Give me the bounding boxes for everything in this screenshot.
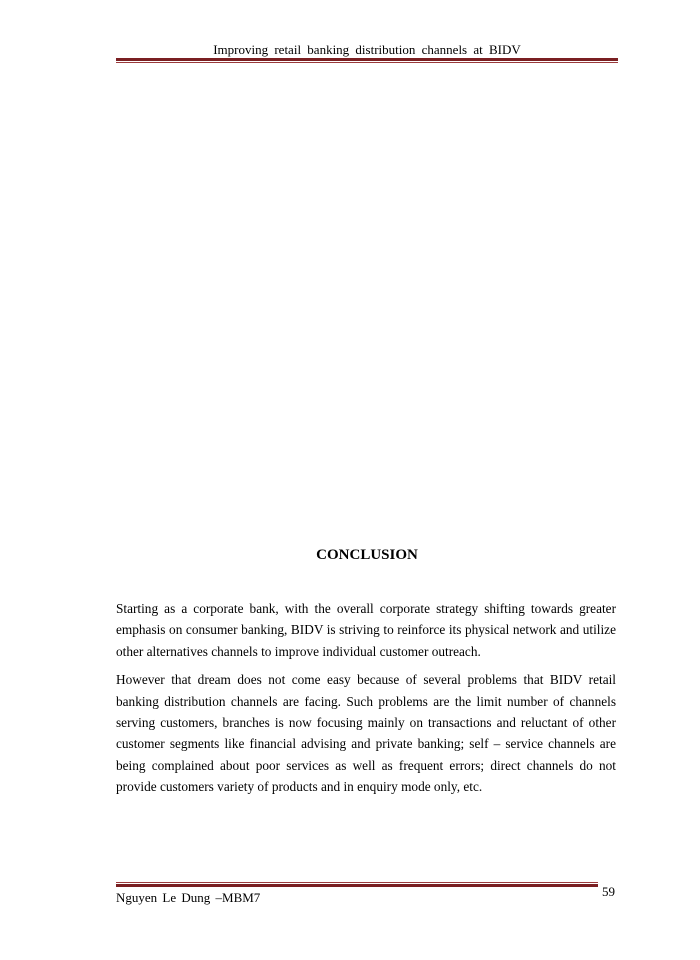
footer-rule-thin: [116, 882, 598, 883]
page-number: 59: [602, 884, 615, 899]
paragraph-1: Starting as a corporate bank, with the overall corporate strategy shifting towards greater emphasis on consumer banking, BIDV is striving to reinforce its physical network and utilize other alternatives channels to improve individual customer outreach.: [116, 601, 616, 659]
body-text: [116, 598, 616, 805]
header-rule-thick: [116, 58, 618, 61]
running-header: Improving retail banking distribution channels at BIDV: [213, 42, 521, 57]
paragraph-2: However that dream does not come easy because of several problems that BIDV retail banking distribution channels are facing. Such problems are the limit number of channels serving customers, branches is now focusing mainly on transactions and reluctant of other customer segments like financial advising and private banking; self – service channels are being complained about poor services as well as frequent errors; direct channels do not provide customers variety of products and in enquiry mode only, etc.: [116, 672, 616, 795]
footer-rule-thick: [116, 884, 598, 887]
section-heading: CONCLUSION: [316, 547, 418, 563]
footer-author: Nguyen Le Dung –MBM7: [116, 890, 261, 905]
header-rule-thin: [116, 62, 618, 63]
